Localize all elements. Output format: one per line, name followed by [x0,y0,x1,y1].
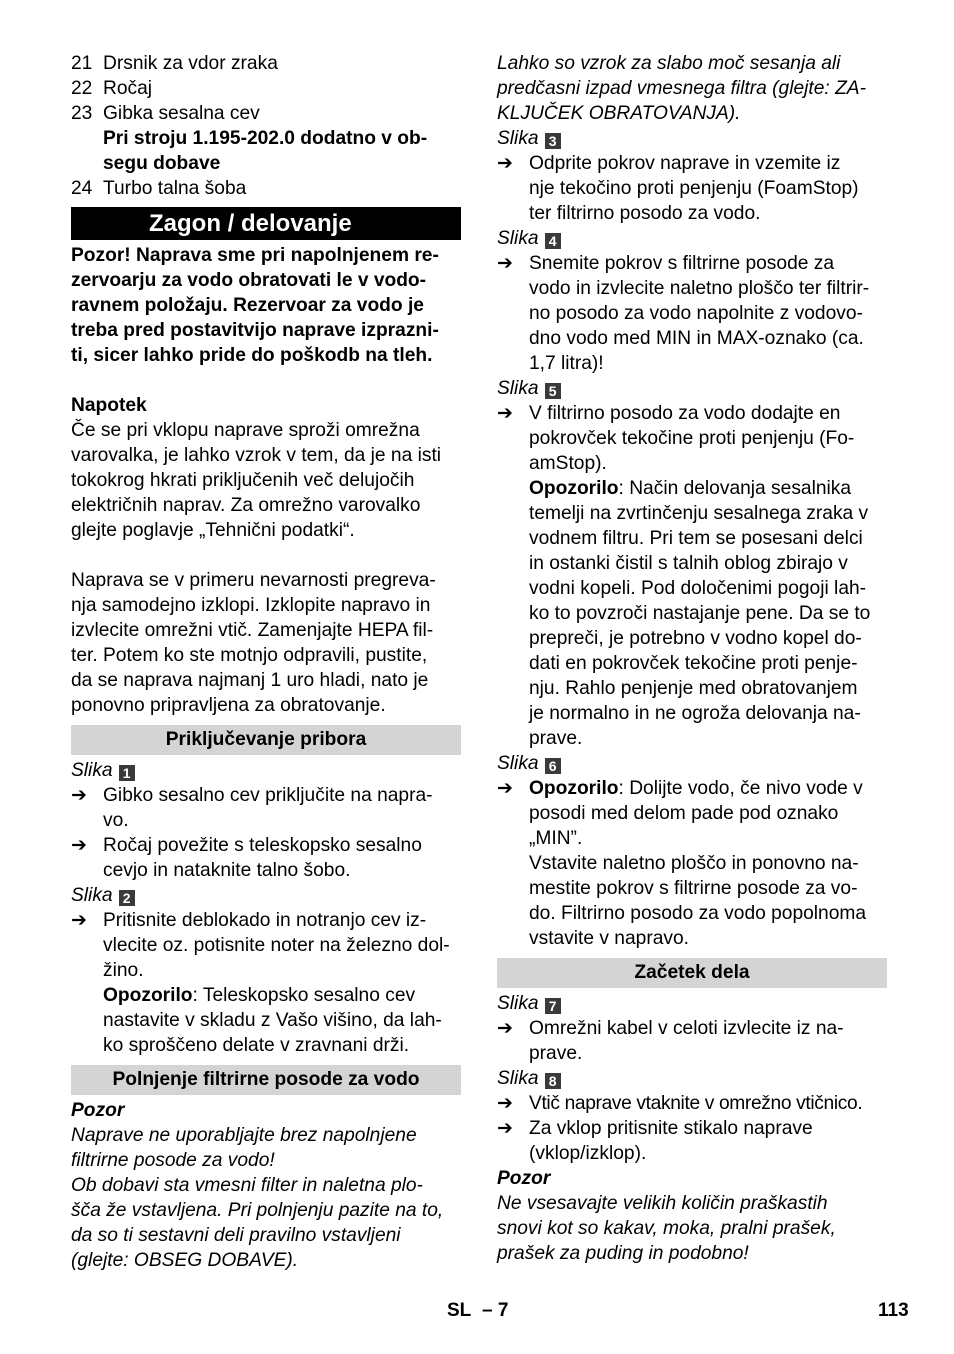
figure-ref: Slika 6 [497,751,887,776]
note-paragraph: Če se pri vklopu naprave sproži omrežna varovalka, je lahko vzrok v tem, da je na isti tokokrog hkrati priključenih več delujočih električnih naprav. Za omrežno varovalko glejte poglavje „Tehnični podatki“. [71,420,442,541]
optional-accessory-note: Pri stroju 1.195-202.0 dodatno v ob- [103,128,428,149]
arrow-right-icon: ➔ [497,253,514,274]
arrow-right-icon: ➔ [71,835,88,856]
section-heading: Začetek dela [497,958,887,988]
figure-number-badge: 1 [119,765,135,781]
intro-paragraph: Lahko so vzrok za slabo moč sesanja ali predčasni izpad vmesnega filtra (glejte: ZA- KLJUČEK OBRATOVANJA). [497,53,866,124]
instruction-step: ➔ Opozorilo: Dolijte vodo, če nivo vode v posodi med delom pade pod oznako „MIN”. Vstavite naletno ploščo in ponovno na- mestite pokrov s filtrirne posode za vo- do. Filtrirno posodo za vodo popolnoma vstavite v napravo. [497,778,867,949]
section-heading: Priključevanje pribora [71,725,461,755]
list-item: 23 Gibka sesalna cev [71,103,260,124]
figure-ref: Slika 7 [497,991,887,1016]
figure-ref: Slika 1 [71,758,461,783]
section-title: Zagon / delovanje [71,207,461,240]
instruction-step: ➔ Pritisnite deblokado in notranjo cev iz- vlecite oz. potisnite noter na železno dol- žino. Opozorilo: Teleskopsko sesalno cev nastavite v skladu z Vašo višino, da lah- ko sproščeno delate v zravnani drži. [71,910,450,1056]
figure-ref: Slika 2 [71,883,461,908]
figure-ref: Slika 4 [497,226,887,251]
arrow-right-icon: ➔ [71,910,88,931]
instruction-step: ➔ Gibko sesalno cev priključite na napra- vo. [71,785,433,831]
arrow-right-icon: ➔ [497,1018,514,1039]
instruction-step: ➔ Omrežni kabel v celoti izvlecite iz na- prave. [497,1018,844,1064]
arrow-right-icon: ➔ [497,1118,514,1139]
footer-local-page: – 7 [482,1300,509,1321]
list-item: 24 Turbo talna šoba [71,178,247,199]
arrow-right-icon: ➔ [497,778,514,799]
instruction-step: ➔ Odprite pokrov naprave in vzemite iz nje tekočino proti penjenju (FoamStop) ter filtrirno posodo za vodo. [497,153,859,224]
note-label: Opozorilo [529,778,619,799]
figure-number-badge: 6 [545,758,561,774]
instruction-step: ➔ V filtrirno posodo za vodo dodajte en pokrovček tekočine proti penjenju (Fo- amStop). Opozorilo: Način delovanja sesalnika temelji na zvrtinčenju sesalnega zraka v vodnem filtru. Pri tem se posesani delci in ostanki čistil s talnih oblog zbirajo v vodni kopeli. Pod določenimi pogoji lah- ko to povzroči nastajanje pene. Da se to prepreči, je potrebno v vodno kopel do- dati en pokrovček tekočine proti penje- nju. Rahlo penjenje med obratovanjem je normalno in ne ogroža delovanja na- prave. [497,403,871,749]
warning-paragraph: Pozor! Naprava sme pri napolnjenem re- zervoarju za vodo obratovati le v vodo- ravnem položaju. Rezervoar za vodo je treba pred postavitvijo naprave izprazni- ti, sicer lahko pride do poškodb na tleh. [71,245,439,366]
instruction-step: ➔ Vtič naprave vtaknite v omrežno vtičnico. [497,1093,863,1114]
figure-number-badge: 3 [545,133,561,149]
note-heading: Napotek [71,395,147,416]
arrow-right-icon: ➔ [71,785,88,806]
page-number: 113 [878,1300,909,1321]
caution-paragraph: Naprave ne uporabljajte brez napolnjene filtrirne posode za vodo! Ob dobavi sta vmesni filter in naletna plo- šča že vstavljena. Pri polnjenju pazite na to, da so ti sestavni deli pravilno vstavljeni (glejte: OBSEG DOBAVE). [71,1125,444,1271]
instruction-step: ➔ Snemite pokrov s filtrirne posode za vodo in izvlecite naletno ploščo ter filtrir- no posodo za vodo napolnite z vodovo- dno vodo med MIN in MAX-oznako (ca. 1,7 litra)! [497,253,870,374]
note-label: Opozorilo [529,478,619,499]
list-item: 21 Drsnik za vdor zraka [71,53,278,74]
figure-ref: Slika 8 [497,1066,887,1091]
section-heading: Polnjenje filtrirne posode za vodo [71,1065,461,1095]
figure-number-badge: 2 [119,890,135,906]
figure-number-badge: 4 [545,233,561,249]
arrow-right-icon: ➔ [497,1093,514,1114]
figure-number-badge: 8 [545,1073,561,1089]
optional-accessory-note: segu dobave [103,153,221,174]
caution-paragraph: Ne vsesavajte velikih količin praškastih snovi kot so kakav, moka, pralni prašek, prašek za puding in podobno! [497,1193,836,1264]
figure-ref: Slika 3 [497,126,887,151]
figure-ref: Slika 5 [497,376,887,401]
figure-number-badge: 7 [545,998,561,1014]
instruction-step: ➔ Ročaj povežite s teleskopsko sesalno cevjo in nataknite talno šobo. [71,835,422,881]
left-column [71,51,461,1273]
overheat-paragraph: Naprava se v primeru nevarnosti pregreva- nja samodejno izklopi. Izklopite napravo in izvlecite omrežni vtič. Zamenjajte HEPA fil- ter. Potem ko ste motnjo odpravili, pustite, da se naprava najmanj 1 uro hladi, nato je ponovno pripravljena za obratovanje. [71,570,436,716]
arrow-right-icon: ➔ [497,153,514,174]
footer-language: SL [447,1300,472,1321]
note-label: Opozorilo [103,985,193,1006]
list-item: 22 Ročaj [71,78,153,99]
instruction-step: ➔ Za vklop pritisnite stikalo naprave (vklop/izklop). [497,1118,813,1164]
caution-heading: Pozor [497,1168,551,1189]
caution-heading: Pozor [71,1100,125,1121]
right-column [497,51,887,1266]
figure-number-badge: 5 [545,383,561,399]
arrow-right-icon: ➔ [497,403,514,424]
